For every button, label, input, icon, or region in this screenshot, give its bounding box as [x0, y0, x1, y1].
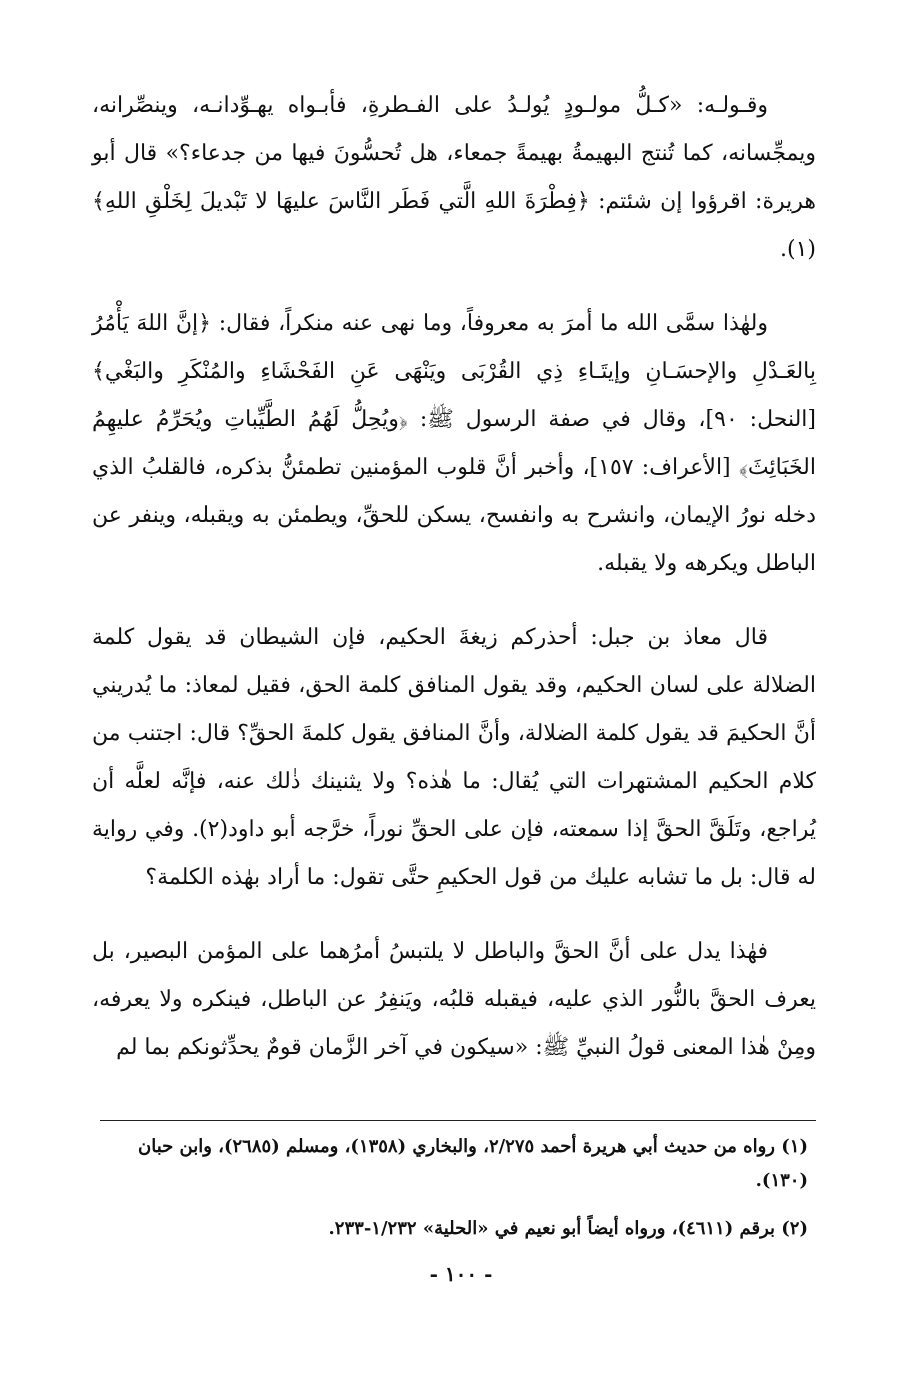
paragraph-3: قال معاذ بن جبل: أحذركم زيغةَ الحكيم، فإن الشيطان قد يقول كلمة الضلالة على لسان الحكيم، وقد يقول المنافق كلمة الحق، فقيل لمعاذ: ما يُدريني أنَّ الحكيمَ قد يقول كلمة الضلالة، وأنَّ المنافق يقول كلمةَ الحقِّ؟ قال: اجتنب من كلام الحكيم المشتهرات التي يُقال: ما هٰذه؟ ولا يثنينك ذٰلك عنه، فإنَّه لعلَّه أن يُراجع، وتَلَقَّ الحقَّ إذا سمعته، فإن على الحقِّ نوراً، خرَّجه أبو داود(٢). وفي رواية له قال: بل ما تشابه عليك من قول الحكيمِ حتَّى تقول: ما أراد بهٰذه الكلمة؟	[92, 625, 816, 890]
paragraph-4: فهٰذا يدل على أنَّ الحقَّ والباطل لا يلتبسُ أمرُهما على المؤمن البصير، بل يعرف الحقَّ بالنُّور الذي عليه، فيقبله قلبُه، ويَنفِرُ عن الباطل، فينكره ولا يعرفه، ومِنْ هٰذا المعنى قولُ النبيِّ ﷺ: «سيكون في آخر الزَّمان قومٌ يحدِّثونكم بما لم	[92, 939, 816, 1060]
footnotes	[92, 1130, 816, 1260]
footnote-1: (١) رواه من حديث أبي هريرة أحمد ٢/٢٧٥، والبخاري (١٣٥٨)، ومسلم (٢٦٨٥)، وابن حبان (١٣٠).	[137, 1136, 808, 1191]
footnote-2: (٢) برقم (٤٦١١)، ورواه أيضاً أبو نعيم في «الحلية» ١/٢٣٢-٢٣٣.	[328, 1218, 808, 1239]
paragraph-2: ولهٰذا سمَّى الله ما أمرَ به معروفاً، وما نهى عنه منكراً، فقال: ﴿إنَّ اللهَ يَأْمُرُ بِالعَـدْلِ والإحسَـانِ وإيتَـاءِ ذِي القُرْبَى ويَنْهَى عَنِ الفَحْشَاءِ والمُنْكَرِ والبَغْي﴾ [النحل: ٩٠]، وقال في صفة الرسول ﷺ: ﴿ويُحِلُّ لَهُمُ الطَّيِّباتِ ويُحَرِّمُ عليهِمُ الخَبَائِثَ﴾ [الأعراف: ١٥٧]، وأخبر أنَّ قلوب المؤمنين تطمئنُّ بذكره، فالقلبُ الذي دخله نورُ الإيمان، وانشرح به وانفسح، يسكن للحقِّ، ويطمئن به ويقبله، وينفر عن الباطل ويكرهه ولا يقبله.	[92, 311, 816, 576]
main-text	[92, 82, 816, 1098]
paragraph-1: وقـولـه: «كـلُّ مولـودٍ يُولـدُ على الفـطرةِ، فأبـواه يهـوِّدانـه، وينصِّرانه، ويمجِّسانه، كما تُنتج البهيمةُ بهيمةً جمعاء، هل تُحسُّونَ فيها من جدعاء؟» قال أبو هريرة: اقرؤوا إن شئتم: ﴿فِطْرَةَ اللهِ الَّتي فَطَر النَّاسَ عليهَا لا تَبْديلَ لِخَلْقِ اللهِ﴾(١).	[92, 93, 816, 262]
page-number: - ١٠٠ -	[429, 1262, 493, 1286]
footnote-divider	[100, 1120, 816, 1121]
